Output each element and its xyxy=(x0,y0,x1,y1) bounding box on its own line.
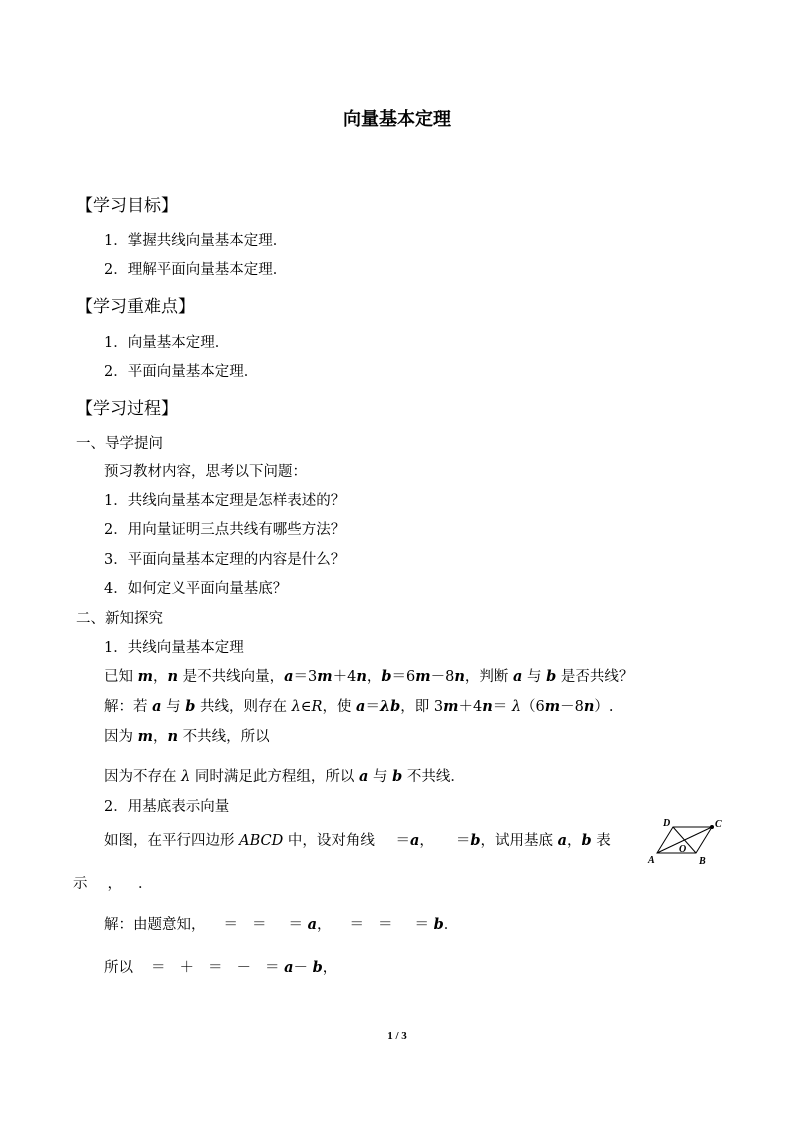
subsection-2-title: 2．用基底表示向量 xyxy=(104,799,230,815)
question-4: 4．如何定义平面向量基底？ xyxy=(104,581,288,597)
example2-question: 如图，在平行四边形 ABCD 中，设对角线 ＝a， ＝b，试用基底 a，b 表 xyxy=(104,832,611,849)
parallelogram-figure xyxy=(645,815,730,867)
question-2: 2．用向量证明三点共线有哪些方法？ xyxy=(104,522,346,538)
keypoint-item-2: 2．平面向量基本定理． xyxy=(104,364,259,380)
example2-solution: 解：由题意知， ＝ ＝ ＝ a， ＝ ＝ ＝ b． xyxy=(104,916,459,933)
example2-question-cont: 示 ， ． xyxy=(73,876,153,892)
page-number: 1 / 3 xyxy=(387,1030,407,1042)
example2-result: 所以 ＝ ＋ ＝ － ＝ a－ b， xyxy=(104,959,338,976)
subsection-1-title: 1．共线向量基本定理 xyxy=(104,640,244,656)
example1-question: 已知 m，n 是不共线向量，a＝3m＋4n，b＝6m－8n，判断 a 与 b 是否共线？ xyxy=(104,668,634,685)
part1-heading: 一、导学提问 xyxy=(76,436,163,452)
objective-item-1: 1．掌握共线向量基本定理． xyxy=(104,233,288,249)
example1-reason: 因为 m，n 不共线，所以 xyxy=(104,728,270,745)
objective-item-2: 2．理解平面向量基本定理． xyxy=(104,262,288,278)
part2-heading: 二、新知探究 xyxy=(76,611,163,627)
keypoint-item-1: 1．向量基本定理． xyxy=(104,335,230,351)
section-heading-objectives: 【学习目标】 xyxy=(76,196,178,216)
question-3: 3．平面向量基本定理的内容是什么？ xyxy=(104,552,346,568)
label-o: O xyxy=(679,844,687,855)
example1-conclusion: 因为不存在 λ 同时满足此方程组，所以 a 与 b 不共线． xyxy=(104,768,465,785)
label-c: C xyxy=(715,819,722,830)
point-c-dot xyxy=(710,825,714,829)
part1-intro: 预习教材内容，思考以下问题： xyxy=(104,464,307,480)
label-b: B xyxy=(699,856,706,867)
page-title: 向量基本定理 xyxy=(343,109,451,130)
example1-solution: 解：若 a 与 b 共线，则存在 λ∈R，使 a＝λb，即 3m＋4n＝ λ（6m－8n）. xyxy=(104,698,614,715)
label-d: D xyxy=(663,818,671,829)
question-1: 1．共线向量基本定理是怎样表述的？ xyxy=(104,493,346,509)
section-heading-keypoints: 【学习重难点】 xyxy=(76,297,195,317)
section-heading-process: 【学习过程】 xyxy=(76,399,178,419)
label-a: A xyxy=(648,855,655,866)
